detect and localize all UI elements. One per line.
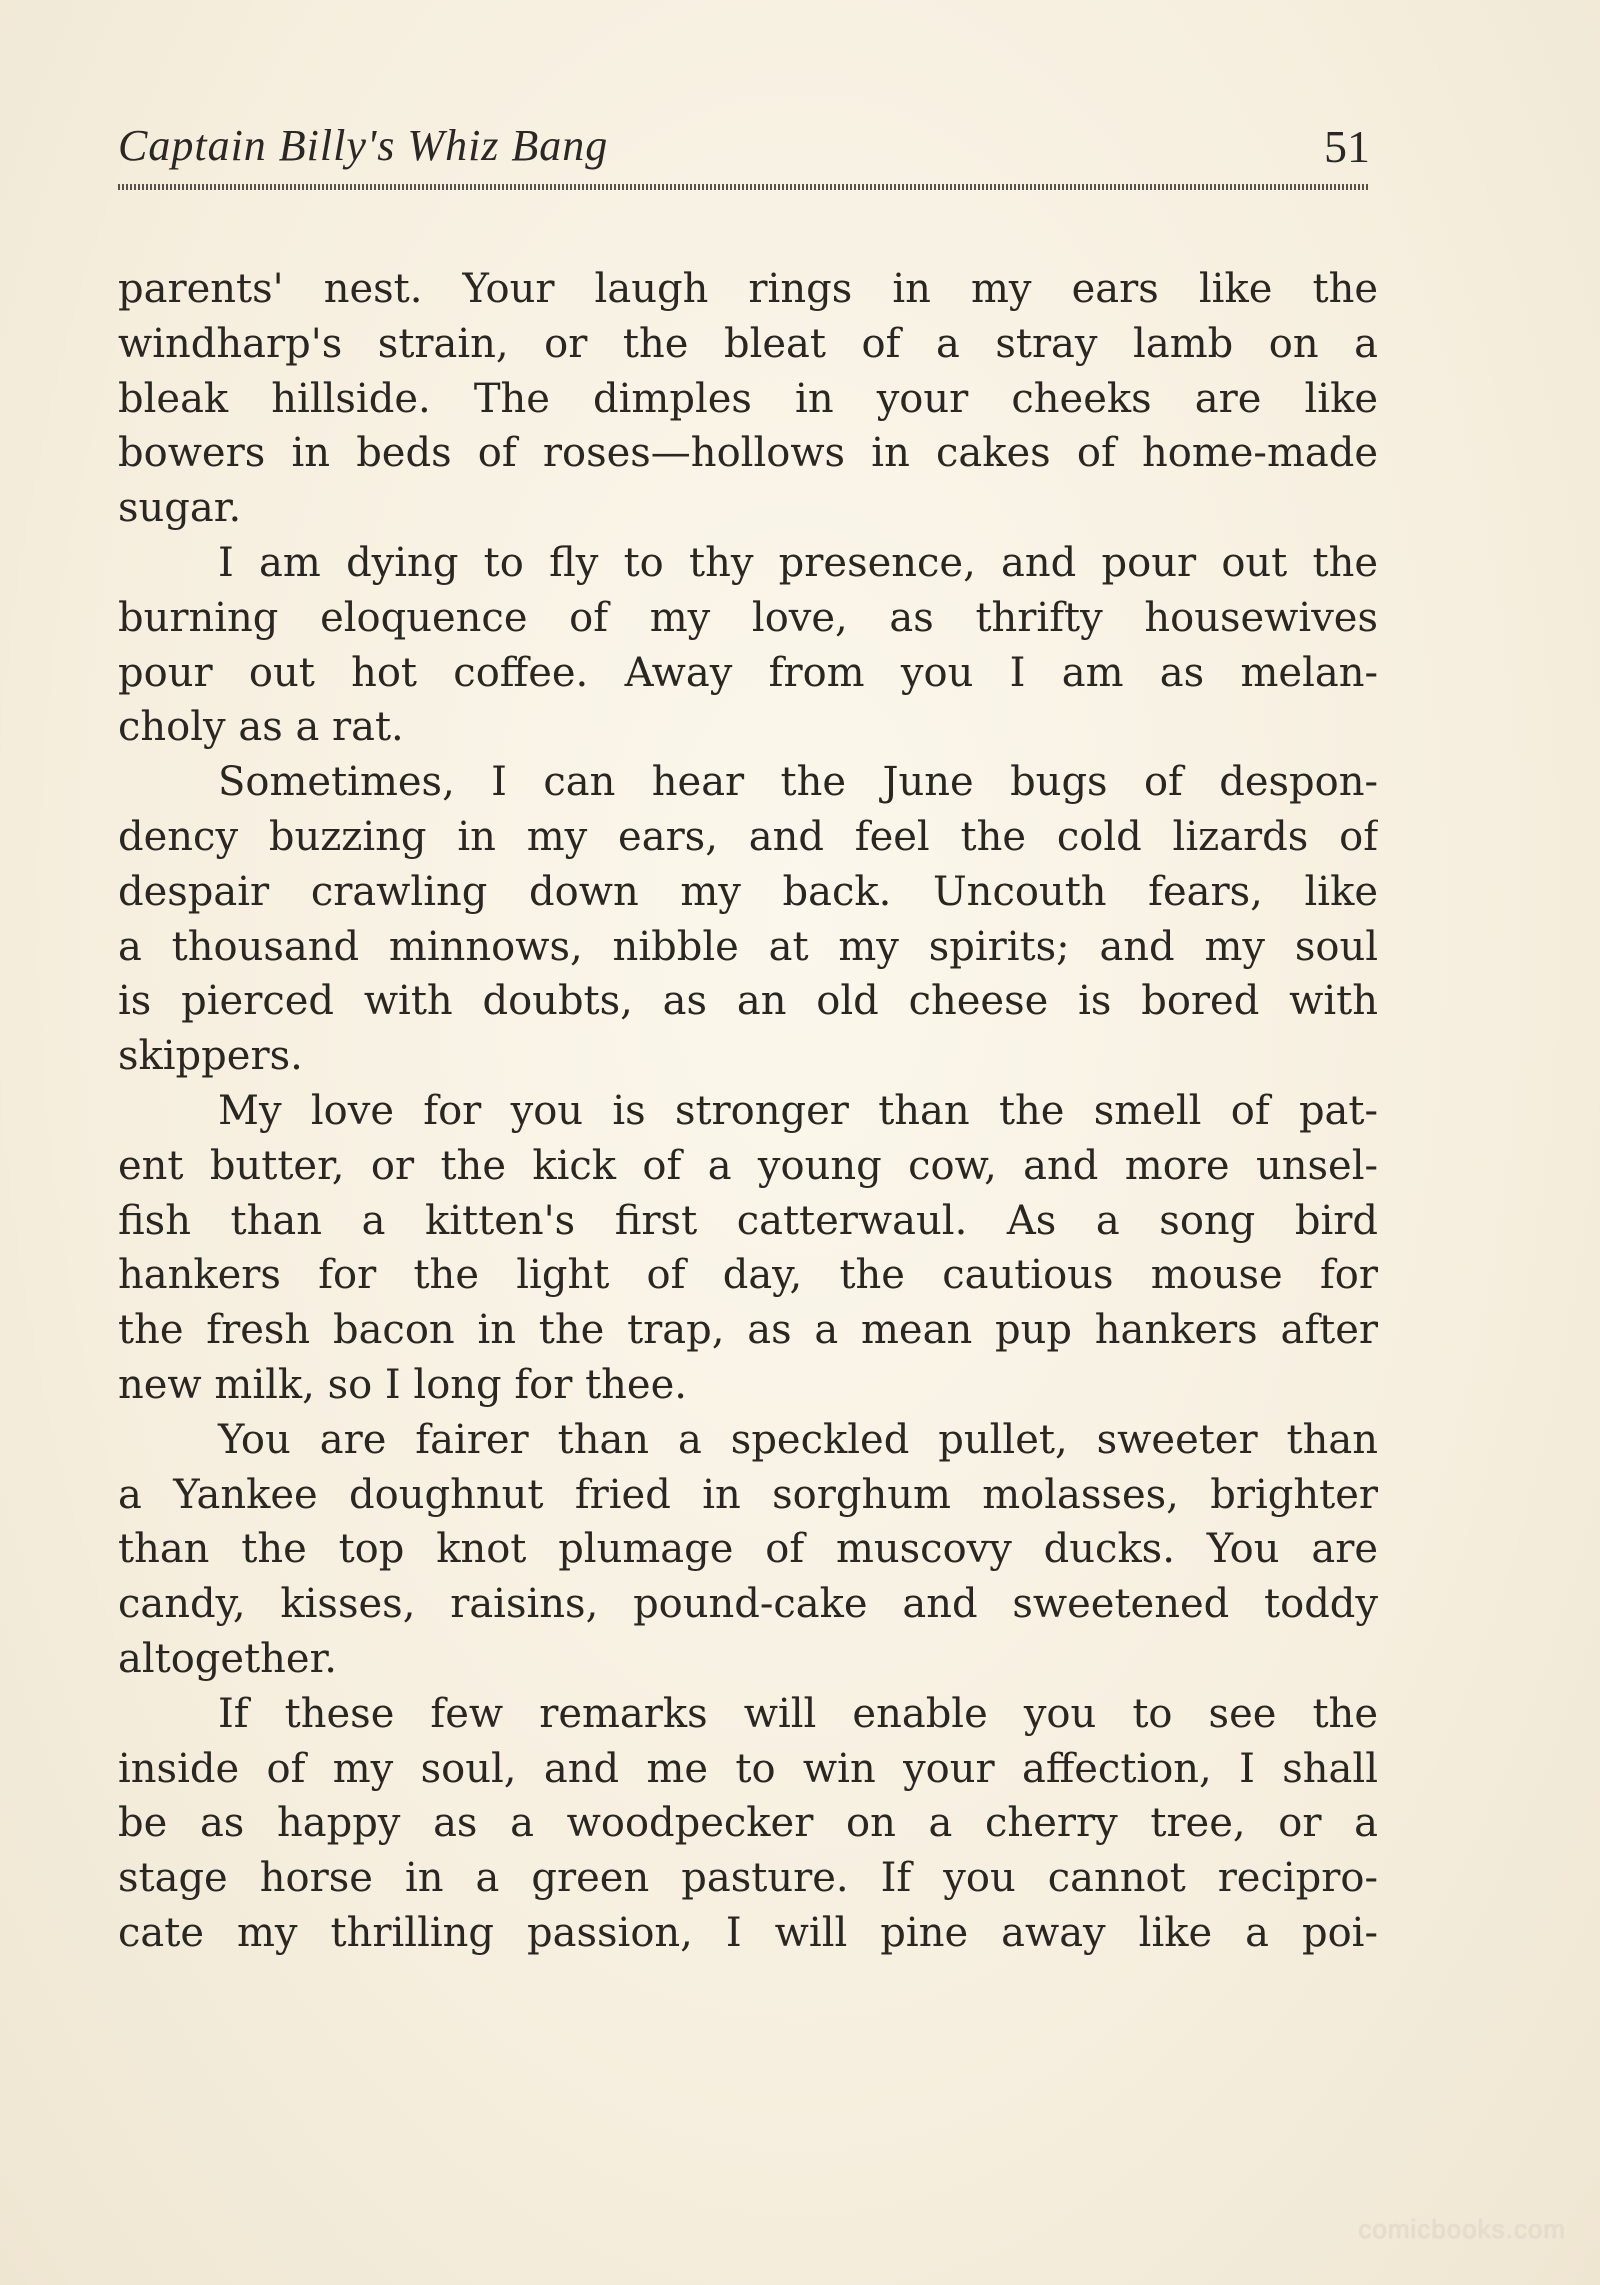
text-line: new milk, so I long for thee.: [118, 1361, 687, 1408]
text-line: If these few remarks will enable you to see the: [218, 1690, 1378, 1737]
text-line: despair crawling down my back. Uncouth fears, like: [118, 868, 1378, 915]
text-line: bowers in beds of roses—hollows in cakes of home-made: [118, 430, 1378, 477]
text-line: My love for you is stronger than the smell of pat-: [218, 1087, 1378, 1134]
text-line: a thousand minnows, nibble at my spirits; and my soul: [118, 923, 1378, 970]
page-number: 51: [1324, 121, 1370, 172]
text-line: than the top knot plumage of muscovy ducks. You are: [118, 1526, 1378, 1573]
text-line: ent butter, or the kick of a young cow, and more unsel-: [118, 1142, 1378, 1189]
text-line: I am dying to fly to thy presence, and pour out the: [218, 539, 1378, 586]
text-line: the fresh bacon in the trap, as a mean pup hankers after: [118, 1307, 1378, 1354]
text-line: fish than a kitten's first catterwaul. As a song bird: [118, 1197, 1378, 1244]
text-line: inside of my soul, and me to win your affection, I shall: [118, 1745, 1378, 1792]
text-line: dency buzzing in my ears, and feel the cold lizards of: [118, 813, 1378, 860]
header-rule: [118, 184, 1370, 190]
text-line: pour out hot coffee. Away from you I am as melan-: [118, 649, 1378, 696]
text-line: sugar.: [118, 485, 242, 532]
text-line: a Yankee doughnut fried in sorghum molasses, brighter: [118, 1471, 1378, 1518]
page-header: [118, 120, 1370, 190]
text-line: be as happy as a woodpecker on a cherry tree, or a: [118, 1800, 1378, 1847]
text-line: windharp's strain, or the bleat of a stray lamb on a: [118, 320, 1378, 367]
watermark: comicbooks.com: [1358, 2214, 1566, 2244]
body-text: [118, 262, 1378, 1961]
text-line: Sometimes, I can hear the June bugs of despon-: [218, 759, 1378, 806]
text-line: stage horse in a green pasture. If you cannot recipro-: [118, 1855, 1378, 1902]
text-line: choly as a rat.: [118, 704, 404, 751]
text-line: cate my thrilling passion, I will pine away like a poi-: [118, 1909, 1378, 1956]
text-line: You are fairer than a speckled pullet, sweeter than: [218, 1416, 1378, 1463]
text-line: hankers for the light of day, the cautious mouse for: [118, 1252, 1378, 1299]
text-line: bleak hillside. The dimples in your cheeks are like: [118, 375, 1378, 422]
text-line: altogether.: [118, 1635, 338, 1682]
text-line: skippers.: [118, 1033, 303, 1080]
running-title: Captain Billy's Whiz Bang: [118, 121, 609, 170]
text-line: candy, kisses, raisins, pound-cake and sweetened toddy: [118, 1581, 1378, 1628]
text-line: parents' nest. Your laugh rings in my ears like the: [118, 266, 1378, 312]
text-line: is pierced with doubts, as an old cheese is bored with: [118, 978, 1378, 1025]
text-line: burning eloquence of my love, as thrifty housewives: [118, 594, 1378, 641]
